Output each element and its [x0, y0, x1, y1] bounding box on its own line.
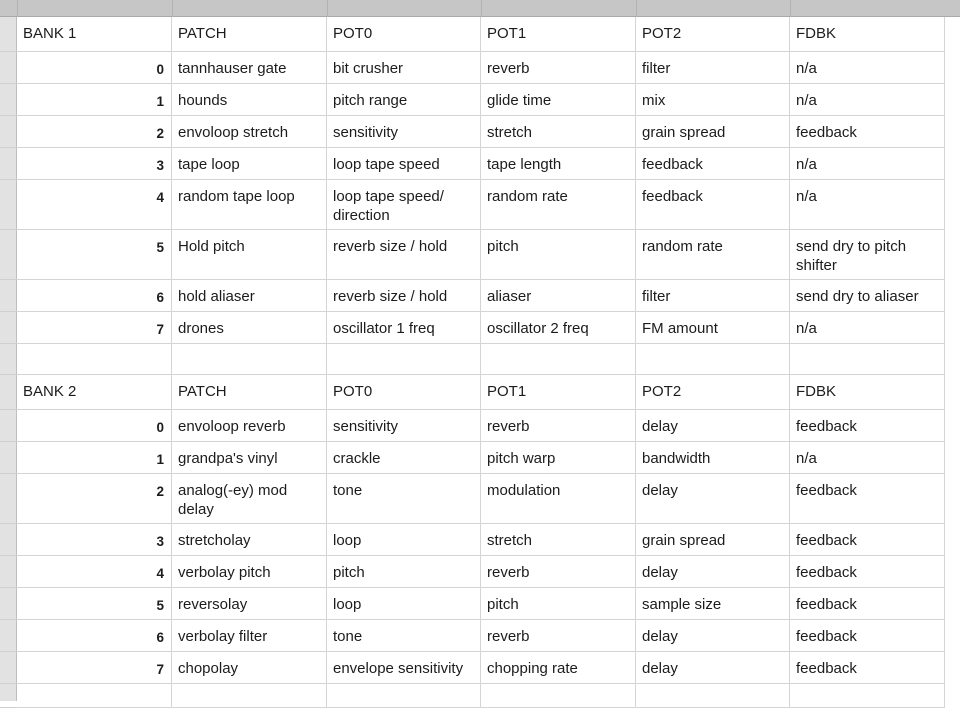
- row-header-divider: [0, 409, 17, 410]
- cell-text: sample size: [642, 596, 722, 613]
- table-cell[interactable]: [172, 148, 327, 180]
- cell-text: FM amount: [642, 320, 718, 337]
- cell-text: feedback: [642, 156, 703, 173]
- patch-number: 1: [156, 94, 164, 109]
- cell-text: tannhauser gate: [178, 60, 287, 77]
- table-row: [17, 652, 945, 684]
- row-header-divider: [0, 83, 17, 84]
- table-cell[interactable]: [636, 180, 790, 230]
- table-cell[interactable]: [172, 52, 327, 84]
- column-header-C[interactable]: [327, 0, 328, 17]
- table-row: [17, 442, 945, 474]
- cell-text: hounds: [178, 92, 228, 109]
- header-cell[interactable]: [636, 375, 790, 410]
- empty-row: [17, 684, 945, 708]
- empty-cell[interactable]: [481, 684, 636, 708]
- patch-number-cell[interactable]: [17, 84, 172, 116]
- table-cell[interactable]: [481, 116, 636, 148]
- header-label: FDBK: [796, 25, 837, 42]
- row-header-divider: [0, 473, 17, 474]
- header-label: BANK 2: [23, 383, 77, 400]
- cell-text: loop: [333, 596, 362, 613]
- table-cell[interactable]: [172, 442, 327, 474]
- cell-text: delay: [642, 418, 678, 435]
- table-cell[interactable]: [481, 280, 636, 312]
- row-header-divider: [0, 374, 17, 375]
- empty-cell[interactable]: [172, 684, 327, 708]
- cell-text: send dry to aliaser: [796, 288, 919, 305]
- cell-text: n/a: [796, 156, 817, 173]
- cell-text: feedback: [642, 188, 703, 205]
- table-cell[interactable]: [636, 312, 790, 344]
- patch-number: 7: [156, 322, 164, 337]
- cell-text: Hold pitch: [178, 238, 245, 255]
- row-header-divider: [0, 115, 17, 116]
- patch-number-cell[interactable]: [17, 52, 172, 84]
- table-cell[interactable]: [327, 312, 481, 344]
- header-label: BANK 1: [23, 25, 77, 42]
- cell-text: pitch: [487, 238, 519, 255]
- column-header-B[interactable]: [172, 0, 173, 17]
- cell-text: aliaser: [487, 288, 532, 305]
- table-cell[interactable]: [636, 524, 790, 556]
- table-row: [17, 588, 945, 620]
- row-header-gutter[interactable]: [0, 17, 17, 701]
- table-cell[interactable]: [172, 312, 327, 344]
- table-row: [17, 410, 945, 442]
- empty-cell[interactable]: [636, 344, 790, 375]
- table-cell[interactable]: [790, 148, 945, 180]
- header-cell[interactable]: [636, 17, 790, 52]
- table-cell[interactable]: [481, 52, 636, 84]
- cell-text: filter: [642, 60, 671, 77]
- table-cell[interactable]: [327, 148, 481, 180]
- cell-text: hold aliaser: [178, 288, 255, 305]
- column-header-A[interactable]: [17, 0, 18, 17]
- table-cell[interactable]: [481, 230, 636, 280]
- cell-text: delay: [642, 564, 678, 581]
- cell-text: verbolay filter: [178, 628, 268, 645]
- table-cell[interactable]: [790, 116, 945, 148]
- cell-text: random rate: [487, 188, 568, 205]
- table-cell[interactable]: [636, 474, 790, 524]
- cell-text: feedback: [796, 660, 857, 677]
- row-header-divider: [0, 441, 17, 442]
- cell-text: feedback: [796, 418, 857, 435]
- table-row: [17, 312, 945, 344]
- patch-number: 2: [156, 126, 164, 141]
- table-cell[interactable]: [790, 230, 945, 280]
- header-cell[interactable]: [327, 375, 481, 410]
- row-header-divider: [0, 229, 17, 230]
- cell-text: analog(-ey) mod delay: [178, 482, 288, 518]
- table-cell[interactable]: [790, 474, 945, 524]
- header-label: PATCH: [178, 383, 227, 400]
- cell-text: n/a: [796, 188, 817, 205]
- cell-text: n/a: [796, 60, 817, 77]
- cell-text: n/a: [796, 320, 817, 337]
- table-cell[interactable]: [327, 588, 481, 620]
- table-row: [17, 148, 945, 180]
- patch-number-cell[interactable]: [17, 180, 172, 230]
- header-cell[interactable]: [17, 17, 172, 52]
- column-header-bar[interactable]: [0, 0, 960, 17]
- table-cell[interactable]: [327, 524, 481, 556]
- patch-number-cell[interactable]: [17, 116, 172, 148]
- empty-cell[interactable]: [636, 684, 790, 708]
- header-label: POT1: [487, 25, 527, 42]
- table-row: [17, 524, 945, 556]
- patch-number: 4: [156, 190, 164, 205]
- table-header-row: [17, 17, 945, 52]
- row-header-divider: [0, 179, 17, 180]
- table-cell[interactable]: [172, 230, 327, 280]
- cell-text: loop: [333, 532, 362, 549]
- table-cell[interactable]: [172, 524, 327, 556]
- table-header-row: [17, 375, 945, 410]
- table-cell[interactable]: [481, 474, 636, 524]
- table-row: [17, 620, 945, 652]
- empty-cell[interactable]: [172, 344, 327, 375]
- table-cell[interactable]: [636, 116, 790, 148]
- cell-text: chopping rate: [487, 660, 578, 677]
- header-label: FDBK: [796, 383, 837, 400]
- empty-cell[interactable]: [790, 344, 945, 375]
- cell-text: reverb: [487, 564, 530, 581]
- cell-text: delay: [642, 660, 678, 677]
- table-cell[interactable]: [790, 312, 945, 344]
- table-cell[interactable]: [327, 410, 481, 442]
- table-row: [17, 116, 945, 148]
- table-cell[interactable]: [327, 620, 481, 652]
- table-cell[interactable]: [790, 84, 945, 116]
- cell-text: tone: [333, 628, 363, 645]
- table-cell[interactable]: [172, 556, 327, 588]
- header-label: POT0: [333, 383, 373, 400]
- table-cell[interactable]: [790, 180, 945, 230]
- table-cell[interactable]: [636, 280, 790, 312]
- table-row: [17, 52, 945, 84]
- table-cell[interactable]: [327, 180, 481, 230]
- cell-text: reverb size / hold: [333, 238, 448, 255]
- empty-row: [17, 344, 945, 375]
- cell-text: n/a: [796, 450, 817, 467]
- cell-text: random rate: [642, 238, 723, 255]
- patch-number: 4: [156, 566, 164, 581]
- table-cell[interactable]: [790, 556, 945, 588]
- cell-text: feedback: [796, 596, 857, 613]
- cell-text: reverb: [487, 418, 530, 435]
- patch-number-cell[interactable]: [17, 230, 172, 280]
- table-cell[interactable]: [790, 52, 945, 84]
- table-cell[interactable]: [172, 84, 327, 116]
- table-row: [17, 474, 945, 524]
- header-cell[interactable]: [481, 375, 636, 410]
- patch-number-cell[interactable]: [17, 524, 172, 556]
- row-header-divider: [0, 311, 17, 312]
- table-cell[interactable]: [327, 474, 481, 524]
- cell-text: crackle: [333, 450, 381, 467]
- patch-number: 6: [156, 630, 164, 645]
- empty-cell[interactable]: [327, 344, 481, 375]
- header-cell[interactable]: [172, 17, 327, 52]
- cell-text: reversolay: [178, 596, 248, 613]
- cell-text: oscillator 2 freq: [487, 320, 589, 337]
- cell-text: bit crusher: [333, 60, 404, 77]
- table-cell[interactable]: [172, 652, 327, 684]
- table-cell[interactable]: [636, 410, 790, 442]
- cell-text: envoloop stretch: [178, 124, 289, 141]
- table-cell[interactable]: [481, 410, 636, 442]
- table-cell[interactable]: [172, 280, 327, 312]
- cell-text: loop tape speed: [333, 156, 440, 173]
- header-label: POT1: [487, 383, 527, 400]
- table-cell[interactable]: [636, 84, 790, 116]
- cell-text: n/a: [796, 92, 817, 109]
- cell-text: sensitivity: [333, 124, 399, 141]
- cell-text: send dry to pitch shifter: [796, 238, 907, 274]
- cell-text: random tape loop: [178, 188, 295, 205]
- header-cell[interactable]: [172, 375, 327, 410]
- cell-text: feedback: [796, 124, 857, 141]
- cell-text: tone: [333, 482, 363, 499]
- table-cell[interactable]: [327, 84, 481, 116]
- patch-number: 1: [156, 452, 164, 467]
- patch-number: 0: [156, 420, 164, 435]
- table-cell[interactable]: [481, 620, 636, 652]
- row-header-divider: [0, 523, 17, 524]
- column-header-E[interactable]: [636, 0, 637, 17]
- table-cell[interactable]: [790, 620, 945, 652]
- patch-number: 0: [156, 62, 164, 77]
- table-cell[interactable]: [790, 524, 945, 556]
- cell-text: grandpa's vinyl: [178, 450, 278, 467]
- table-cell[interactable]: [172, 180, 327, 230]
- patch-number: 5: [156, 598, 164, 613]
- table-cell[interactable]: [481, 524, 636, 556]
- header-cell[interactable]: [481, 17, 636, 52]
- header-cell[interactable]: [790, 375, 945, 410]
- table-cell[interactable]: [481, 442, 636, 474]
- header-cell[interactable]: [327, 17, 481, 52]
- cell-text: loop tape speed/ direction: [333, 188, 444, 224]
- table-cell[interactable]: [790, 410, 945, 442]
- table-row: [17, 556, 945, 588]
- cell-text: verbolay pitch: [178, 564, 271, 581]
- cell-text: reverb size / hold: [333, 288, 448, 305]
- patch-number-cell[interactable]: [17, 312, 172, 344]
- table-cell[interactable]: [481, 148, 636, 180]
- table-cell[interactable]: [636, 148, 790, 180]
- table-cell[interactable]: [790, 442, 945, 474]
- cell-text: grain spread: [642, 124, 726, 141]
- patch-number-cell[interactable]: [17, 474, 172, 524]
- table-cell[interactable]: [172, 410, 327, 442]
- row-header-divider: [0, 555, 17, 556]
- cell-text: envelope sensitivity: [333, 660, 464, 677]
- cell-text: chopolay: [178, 660, 239, 677]
- empty-cell[interactable]: [17, 684, 172, 708]
- table-cell[interactable]: [636, 556, 790, 588]
- table-cell[interactable]: [481, 312, 636, 344]
- sheet-margin: [945, 17, 960, 701]
- column-header-F[interactable]: [790, 0, 791, 17]
- cell-text: reverb: [487, 628, 530, 645]
- empty-cell[interactable]: [481, 344, 636, 375]
- row-header-divider: [0, 279, 17, 280]
- cell-text: tape loop: [178, 156, 240, 173]
- patch-number-cell[interactable]: [17, 148, 172, 180]
- table-cell[interactable]: [327, 652, 481, 684]
- table-row: [17, 280, 945, 312]
- patch-number-cell[interactable]: [17, 280, 172, 312]
- cell-text: reverb: [487, 60, 530, 77]
- cell-text: stretch: [487, 124, 533, 141]
- empty-cell[interactable]: [790, 684, 945, 708]
- row-header-divider: [0, 683, 17, 684]
- cell-text: feedback: [796, 564, 857, 581]
- cell-text: grain spread: [642, 532, 726, 549]
- table-cell[interactable]: [481, 588, 636, 620]
- cell-text: sensitivity: [333, 418, 399, 435]
- patch-number: 6: [156, 290, 164, 305]
- row-header-divider: [0, 651, 17, 652]
- cell-text: mix: [642, 92, 666, 109]
- table-cell[interactable]: [790, 652, 945, 684]
- cell-text: oscillator 1 freq: [333, 320, 435, 337]
- patch-number-cell[interactable]: [17, 410, 172, 442]
- patch-number: 5: [156, 240, 164, 255]
- patch-number-cell[interactable]: [17, 620, 172, 652]
- table-cell[interactable]: [172, 474, 327, 524]
- cell-text: envoloop reverb: [178, 418, 286, 435]
- cell-text: pitch: [333, 564, 365, 581]
- table-cell[interactable]: [636, 442, 790, 474]
- table-cell[interactable]: [327, 280, 481, 312]
- cell-text: feedback: [796, 482, 857, 499]
- cell-text: feedback: [796, 628, 857, 645]
- cell-text: pitch warp: [487, 450, 556, 467]
- table-cell[interactable]: [481, 180, 636, 230]
- cell-text: pitch: [487, 596, 519, 613]
- patch-number-cell[interactable]: [17, 442, 172, 474]
- table-cell[interactable]: [790, 280, 945, 312]
- row-header-divider: [0, 619, 17, 620]
- table-cell[interactable]: [172, 588, 327, 620]
- cell-text: filter: [642, 288, 671, 305]
- patch-number-cell[interactable]: [17, 556, 172, 588]
- patch-number: 3: [156, 158, 164, 173]
- patch-number-cell[interactable]: [17, 652, 172, 684]
- cell-text: bandwidth: [642, 450, 711, 467]
- row-header-divider: [0, 587, 17, 588]
- patch-number: 7: [156, 662, 164, 677]
- cell-text: feedback: [796, 532, 857, 549]
- table-cell[interactable]: [327, 52, 481, 84]
- cell-text: modulation: [487, 482, 561, 499]
- table-cell[interactable]: [636, 230, 790, 280]
- table-row: [17, 84, 945, 116]
- table-cell[interactable]: [327, 442, 481, 474]
- patch-number-cell[interactable]: [17, 588, 172, 620]
- cell-text: stretch: [487, 532, 533, 549]
- table-row: [17, 180, 945, 230]
- cell-text: delay: [642, 628, 678, 645]
- column-header-D[interactable]: [481, 0, 482, 17]
- cell-text: pitch range: [333, 92, 408, 109]
- table-cell[interactable]: [636, 52, 790, 84]
- table-cell[interactable]: [327, 230, 481, 280]
- table-cell[interactable]: [481, 652, 636, 684]
- header-label: POT2: [642, 383, 682, 400]
- table-cell[interactable]: [481, 556, 636, 588]
- cell-text: stretcholay: [178, 532, 251, 549]
- header-label: PATCH: [178, 25, 227, 42]
- empty-cell[interactable]: [17, 344, 172, 375]
- header-cell[interactable]: [17, 375, 172, 410]
- cell-text: drones: [178, 320, 224, 337]
- table-cell[interactable]: [327, 556, 481, 588]
- table-cell[interactable]: [790, 588, 945, 620]
- table-cell[interactable]: [636, 620, 790, 652]
- cell-text: tape length: [487, 156, 562, 173]
- table-row: [17, 230, 945, 280]
- row-header-divider: [0, 147, 17, 148]
- empty-cell[interactable]: [327, 684, 481, 708]
- table-cell[interactable]: [636, 588, 790, 620]
- patch-number: 2: [156, 484, 164, 499]
- patch-number: 3: [156, 534, 164, 549]
- table-cell[interactable]: [327, 116, 481, 148]
- cell-text: glide time: [487, 92, 552, 109]
- table-cell[interactable]: [172, 116, 327, 148]
- table-cell[interactable]: [481, 84, 636, 116]
- row-header-divider: [0, 51, 17, 52]
- header-cell[interactable]: [790, 17, 945, 52]
- table-cell[interactable]: [636, 652, 790, 684]
- table-cell[interactable]: [172, 620, 327, 652]
- row-header-divider: [0, 343, 17, 344]
- header-label: POT0: [333, 25, 373, 42]
- header-label: POT2: [642, 25, 682, 42]
- cell-text: delay: [642, 482, 678, 499]
